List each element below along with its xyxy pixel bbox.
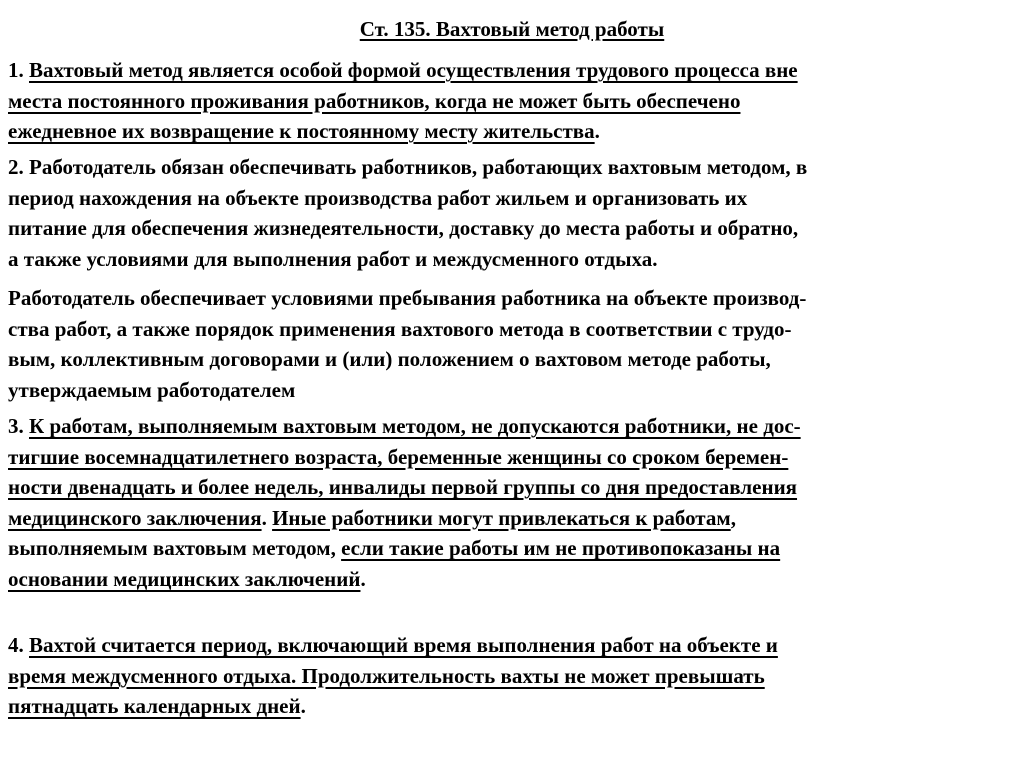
paragraph-number: 1.	[8, 58, 24, 82]
paragraph-1: 1. Вахтовый метод является особой формой осуществления трудового процесса вне места постоянного проживания работников, когда не может быть обеспечено ежедневное их возвращение к постоянному месту жительства.	[8, 58, 798, 143]
underlined-text: пятнадцать календарных дней	[8, 694, 301, 718]
paragraph-3: Работодатель обеспечивает условиями пребывания работника на объекте производ- ства работ, а также порядок применения вахтового метода в соответствии с трудо- вым, коллективным договорами и (или) положением о вахтовом методе работы, утверждаемым работодателем	[8, 286, 807, 402]
paragraph-number: 4.	[8, 633, 24, 657]
underlined-text: места постоянного проживания работников, когда не может быть обеспечено	[8, 88, 741, 113]
paragraph-number: 2.	[8, 155, 24, 179]
underlined-text: ности двенадцать и более недель, инвалиды первой группы со дня предоставления	[8, 475, 798, 499]
underlined-text: ежедневное их возвращение к постоянному месту жительства	[8, 119, 595, 143]
underlined-text: тигшие восемнадцатилетнего возраста, беременные женщины со сроком беремен-	[8, 444, 789, 469]
paragraph-number: 3.	[8, 414, 24, 438]
underlined-text: время междусменного отдыха. Продолжительность вахты не может превышать	[8, 663, 765, 688]
page-title: Ст. 135. Вахтовый метод работы	[359, 17, 665, 41]
underlined-text: Вахтовый метод является особой формой осуществления трудового процесса вне	[29, 58, 798, 82]
underlined-text: если такие работы им не противопоказаны на	[341, 536, 781, 560]
paragraph-4: 3. К работам, выполняемым вахтовым методом, не допускаются работники, не дос- тигшие восемнадцатилетнего возраста, беременные женщины со сроком беремен- ности двенадцать и более недель, инвалиды первой группы со дня предоставления медицинского заключения. Иные работники могут привлекаться к работам, выполняемым вахтовым методом, если такие работы им не противопоказаны на основании медицинских заключений.	[8, 414, 801, 591]
underlined-text: Вахтой считается период, включающий время выполнения работ на объекте и	[29, 633, 778, 657]
underlined-text: Иные работники могут привлекаться к работам	[272, 505, 731, 530]
underlined-text: медицинского заключения	[8, 505, 262, 530]
paragraph-2: 2. Работодатель обязан обеспечивать работников, работающих вахтовым методом, в период нахождения на объекте производства работ жильем и организовать их питание для обеспечения жизнедеятельности, доставку до места работы и обратно, а также условиями для выполнения работ и междусменного отдыха.	[8, 155, 808, 271]
paragraph-5: 4. Вахтой считается период, включающий время выполнения работ на объекте и время междусменного отдыха. Продолжительность вахты не может превышать пятнадцать календарных дней.	[8, 633, 778, 718]
underlined-text: К работам, выполняемым вахтовым методом, не допускаются работники, не дос-	[29, 414, 801, 438]
underlined-text: основании медицинских заключений	[8, 566, 361, 591]
